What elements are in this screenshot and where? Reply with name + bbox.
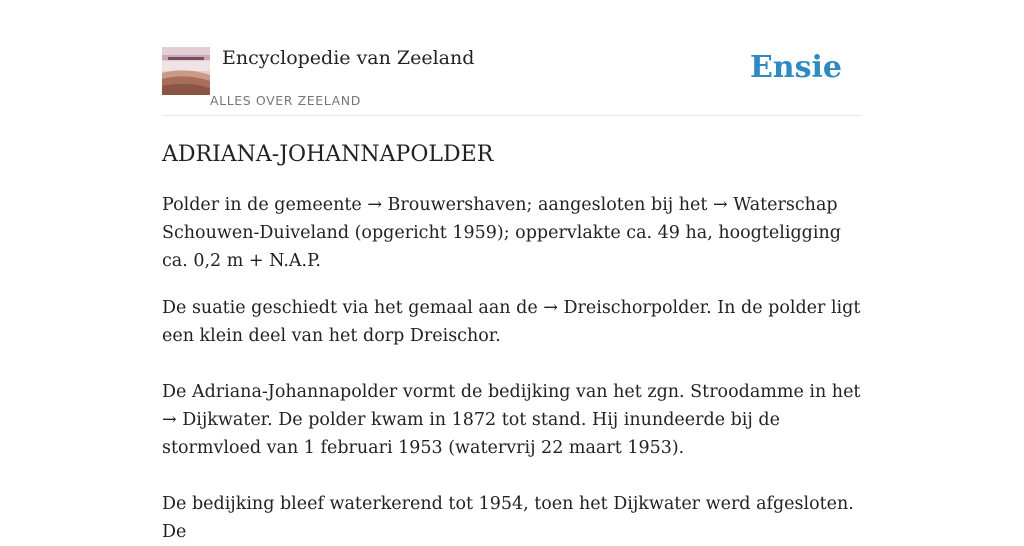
link-dijkwater[interactable]: → Dijkwater bbox=[162, 410, 268, 430]
ensie-logo[interactable]: Ensie bbox=[749, 50, 842, 85]
paragraph-text: Polder in de gemeente bbox=[162, 195, 368, 215]
paragraph-1 bbox=[162, 191, 862, 275]
paragraph-text: De suatie geschiedt via het gemaal aan de bbox=[162, 298, 544, 318]
paragraph-text: . De polder kwam in 1872 tot stand. Hij inundeerde bij de stormvloed van 1 februari 1953 (watervrij 22 maart 1953). bbox=[162, 410, 780, 458]
link-dreischorpolder[interactable]: → Dreischorpolder bbox=[543, 298, 707, 318]
site-title[interactable]: Encyclopedie van Zeeland bbox=[222, 47, 475, 69]
avatar-image bbox=[162, 47, 210, 95]
link-waterschap-schouwen-duiveland[interactable]: → Waterschap Schouwen-Duiveland bbox=[162, 195, 838, 243]
paragraph-3 bbox=[162, 378, 862, 462]
paragraph-text: . In de polder ligt een klein deel van het dorp Dreischor. bbox=[162, 298, 861, 346]
page-title: ADRIANA-JOHANNAPOLDER bbox=[162, 142, 494, 167]
link-brouwershaven[interactable]: → Brouwershaven bbox=[367, 195, 527, 215]
paragraph-text: ; aangesloten bij het bbox=[526, 195, 714, 215]
encyclopedia-avatar-icon[interactable] bbox=[162, 47, 210, 95]
paragraph-text: De bedijking bleef waterkerend tot 1954, toen het Dijkwater werd afgesloten. De bbox=[162, 494, 854, 542]
paragraph-text: (opgericht 1959); oppervlakte ca. 49 ha, hoogteligging ca. 0,2 m + N.A.P. bbox=[162, 223, 841, 271]
article bbox=[162, 140, 862, 546]
site-header bbox=[162, 0, 862, 116]
site-tagline: ALLES OVER ZEELAND bbox=[210, 93, 361, 108]
paragraph-4 bbox=[162, 490, 862, 546]
paragraph-text: De Adriana-Johannapolder vormt de bedijking van het zgn. Stroodamme in het bbox=[162, 382, 861, 402]
paragraph-2 bbox=[162, 294, 862, 350]
